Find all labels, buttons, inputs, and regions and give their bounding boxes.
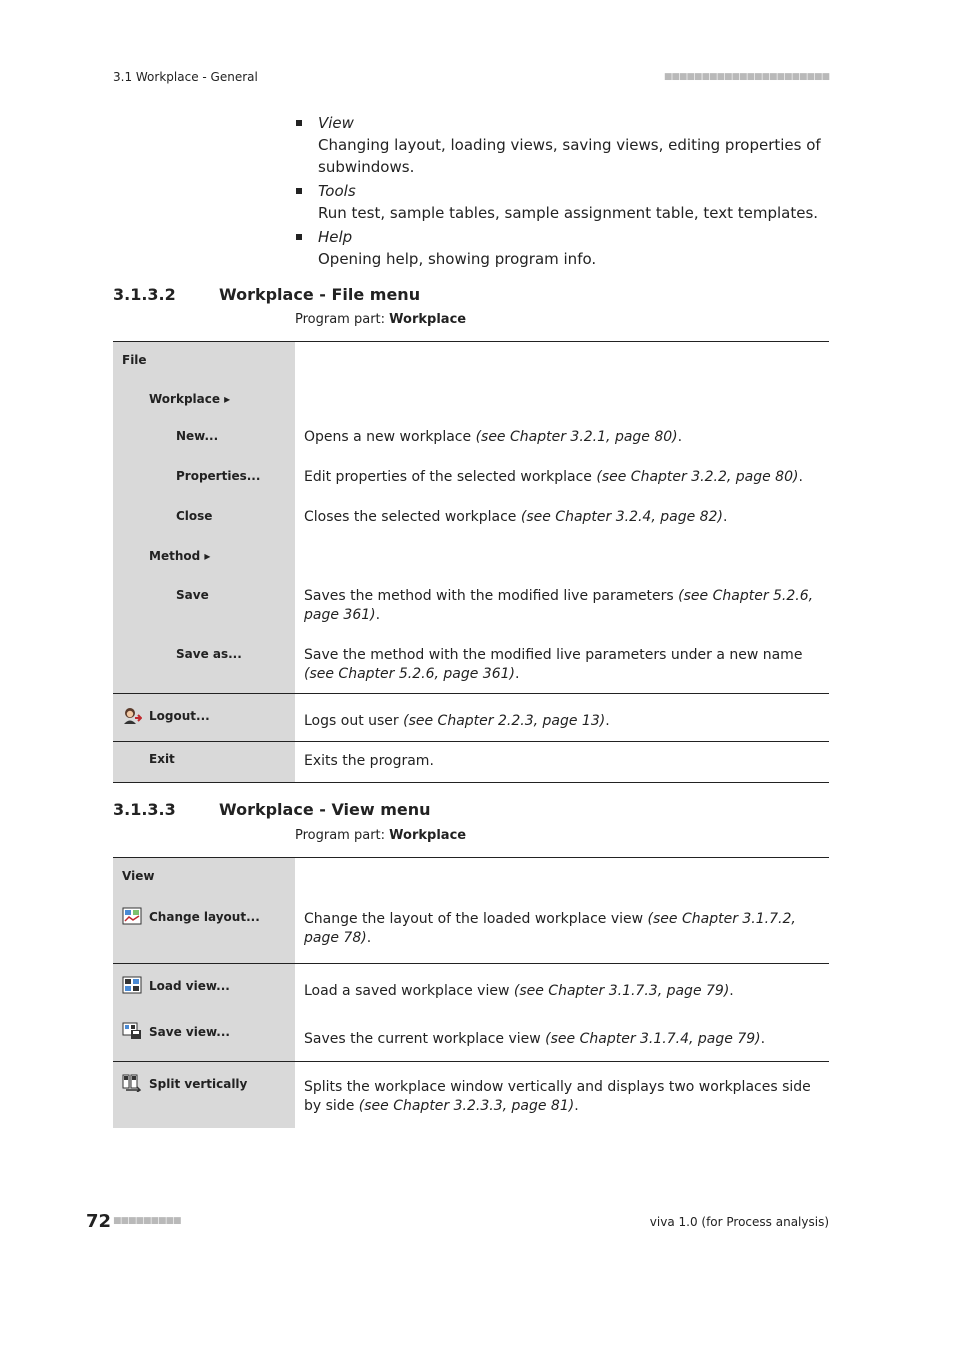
description-text: Load a saved workplace view [304, 983, 514, 999]
program-part-value: Workplace [389, 828, 467, 843]
menu-label-save-as: Save as... [176, 647, 242, 661]
menu-label-save: Save [176, 588, 209, 602]
bullet-text: Changing layout, loading views, saving views, editing properties of subwindows. [318, 136, 821, 176]
description-text: Opens a new workplace [304, 429, 476, 445]
file-menu-table [113, 341, 829, 783]
section-number: 3.1.3.3 [113, 800, 176, 819]
bullet-item [296, 112, 836, 178]
section-heading-view-menu [113, 800, 431, 819]
bullet-square-icon [296, 120, 302, 126]
chapter-reference: (see Chapter 5.2.6, page 361) [304, 588, 814, 623]
menu-label-properties: Properties... [176, 469, 261, 483]
description-text: Splits the workplace window vertically and displays two workplaces side by side [304, 1079, 811, 1114]
bullet-text: Opening help, showing program info. [318, 250, 597, 268]
menu-label-new: New... [176, 429, 219, 443]
menu-label-view: View [122, 869, 155, 883]
section-title: Workplace - View menu [219, 800, 431, 819]
program-part-label: Program part: [295, 828, 386, 843]
program-part-line [295, 828, 466, 843]
description-text: Closes the selected workplace [304, 509, 521, 525]
description-logout [295, 694, 829, 742]
footer-dots: ■■■■■■■■■ [113, 1216, 181, 1226]
description-end: . [760, 1031, 766, 1047]
chapter-reference: (see Chapter 3.1.7.3, page 79) [513, 983, 730, 999]
view-menu-table [113, 857, 829, 1128]
description-load-view [295, 964, 829, 1013]
description-end: . [722, 509, 728, 525]
menu-label-file: File [122, 353, 147, 367]
description-text: Logs out user [304, 713, 404, 729]
menu-label-save-view: Save view... [149, 1025, 230, 1039]
chapter-reference: (see Chapter 2.2.3, page 13) [403, 713, 606, 729]
description-text: Change the layout of the loaded workplace view [304, 911, 648, 927]
description-change-layout [295, 897, 829, 964]
chapter-reference: (see Chapter 3.2.3.3, page 81) [358, 1098, 575, 1114]
section-title: Workplace - File menu [219, 285, 421, 304]
bullet-item [296, 226, 836, 270]
menu-label-split-vertically: Split vertically [149, 1077, 248, 1091]
section-number: 3.1.3.2 [113, 285, 176, 304]
bullet-item [296, 180, 836, 224]
running-header-section: 3.1 Workplace - General [113, 70, 258, 84]
page-number: 72 [86, 1211, 112, 1232]
bullet-title: Tools [318, 182, 356, 200]
menu-label-close: Close [176, 509, 213, 523]
menu-label-exit: Exit [149, 752, 175, 766]
chapter-reference: (see Chapter 3.2.4, page 82) [520, 509, 723, 525]
description-split-vertically [295, 1062, 829, 1129]
menu-label-load-view: Load view... [149, 979, 230, 993]
description-end: . [366, 930, 372, 946]
description-end: . [375, 607, 381, 623]
chapter-reference: (see Chapter 3.2.1, page 80) [475, 429, 678, 445]
split-vertically-icon [122, 1074, 142, 1092]
menu-bullet-list [296, 112, 836, 272]
description-exit: Exits the program. [295, 742, 829, 783]
description-end: . [514, 666, 520, 682]
program-part-line [295, 312, 466, 327]
description-text: Saves the method with the modified live parameters [304, 588, 679, 604]
save-view-icon [122, 1022, 142, 1040]
chapter-reference: (see Chapter 5.2.6, page 361) [304, 666, 515, 682]
footer-product: viva 1.0 (for Process analysis) [649, 1215, 829, 1229]
bullet-square-icon [296, 188, 302, 194]
description-text: Saves the current workplace view [304, 1031, 546, 1047]
description-end: . [798, 469, 803, 485]
chapter-reference: (see Chapter 3.1.7.4, page 79) [545, 1031, 761, 1047]
description-text: Save the method with the modified live parameters under a new name [304, 647, 803, 663]
menu-label-workplace: Workplace ▸ [149, 392, 231, 406]
description-end: . [677, 429, 683, 445]
description-new [295, 420, 829, 460]
bullet-title: View [318, 114, 354, 132]
bullet-square-icon [296, 234, 302, 240]
description-end: . [729, 983, 734, 999]
section-heading-file-menu [113, 285, 420, 304]
bullet-text: Run test, sample tables, sample assignment table, text templates. [318, 204, 819, 222]
menu-label-logout: Logout... [149, 709, 210, 723]
running-header-dots: ■■■■■■■■■■■■■■■■■■■■■■ [663, 72, 829, 82]
load-view-icon [122, 976, 142, 994]
description-end: . [574, 1098, 579, 1114]
description-save-as [295, 638, 829, 694]
chapter-reference: (see Chapter 3.2.2, page 80) [596, 469, 799, 485]
description-close [295, 500, 829, 540]
logout-user-icon [122, 706, 142, 724]
description-save [295, 579, 829, 638]
description-properties [295, 460, 829, 500]
program-part-value: Workplace [389, 312, 467, 327]
menu-label-method: Method ▸ [149, 549, 211, 563]
description-text: Edit properties of the selected workplace [304, 469, 597, 485]
program-part-label: Program part: [295, 312, 386, 327]
menu-label-change-layout: Change layout... [149, 910, 260, 924]
description-save-view [295, 1012, 829, 1062]
description-end: . [605, 713, 610, 729]
change-layout-icon [122, 907, 142, 925]
chapter-reference: (see Chapter 3.1.7.2, page 78) [304, 911, 796, 946]
bullet-title: Help [318, 228, 353, 246]
